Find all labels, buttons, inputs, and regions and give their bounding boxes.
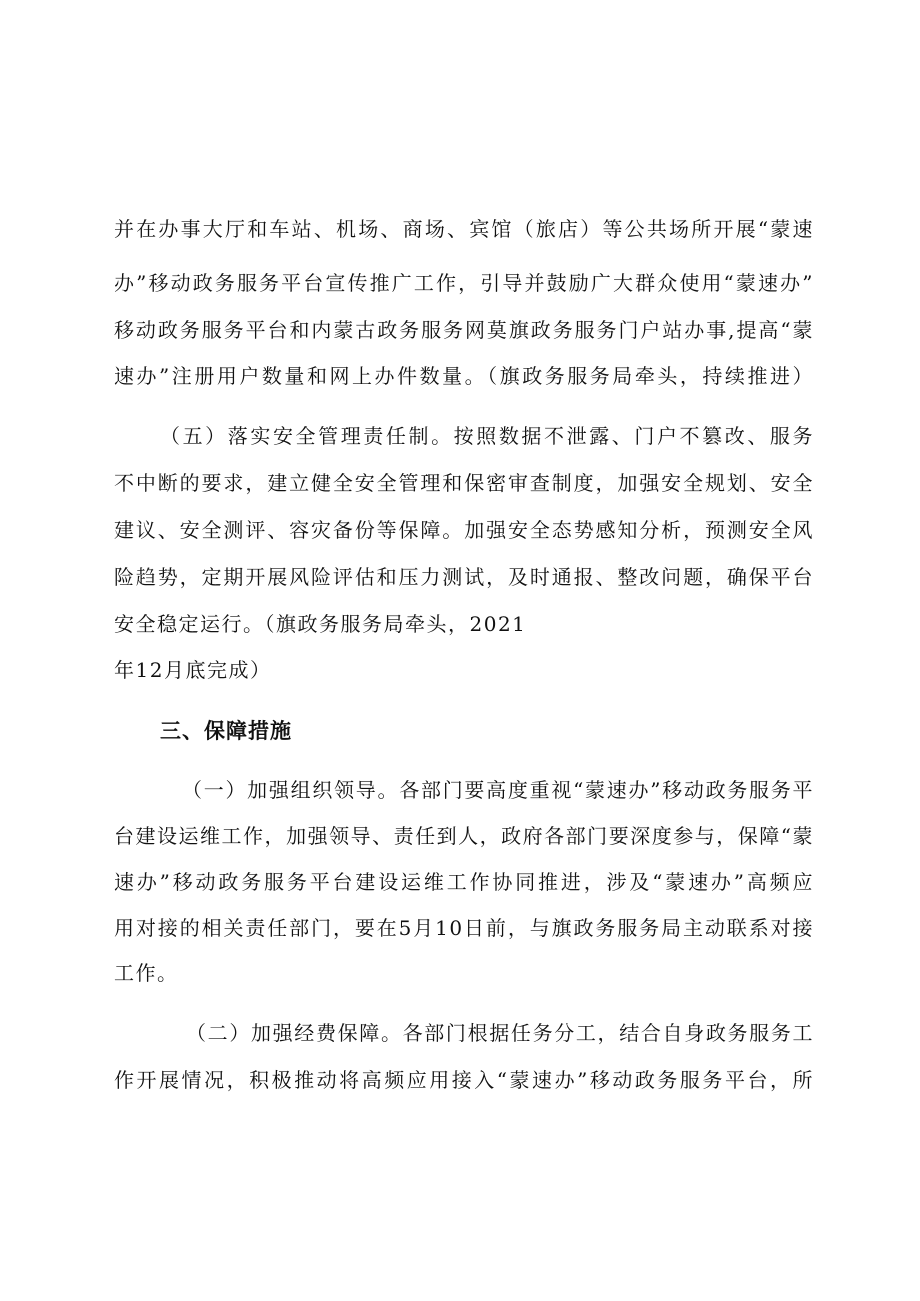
paragraph-line: 并在办事大厅和车站、机场、商场、宾馆（旅店）等公共场所开展“蒙速 — [114, 217, 814, 241]
paragraph-line: 用对接的相关责任部门，要在5月10日前，与旗政务服务局主动联系对接 — [114, 916, 814, 940]
paragraph-line: 工作。 — [114, 961, 179, 985]
paragraph-line: 建议、安全测评、容灾备份等保障。加强安全态势感知分析，预测安全风 — [114, 518, 814, 542]
paragraph-line: （五）落实安全管理责任制。按照数据不泄露、门户不篡改、服务 — [160, 424, 814, 448]
paragraph-line: 移动政务服务平台和内蒙古政务服务网莫旗政务服务门户站办事,提高“蒙 — [114, 318, 814, 342]
paragraph-line: 不中断的要求，建立健全安全管理和保密审查制度，加强安全规划、安全 — [114, 471, 814, 495]
paragraph-line: （一）加强组织领导。各部门要高度重视“蒙速办”移动政务服务平 — [182, 778, 814, 802]
paragraph-line: 台建设运维工作，加强领导、责任到人，政府各部门要深度参与，保障“蒙 — [114, 824, 814, 848]
paragraph-line: 安全稳定运行。（旗政务服务局牵头，2021 — [114, 612, 527, 636]
paragraph-line: 作开展情况，积极推动将高频应用接入“蒙速办”移动政务服务平台，所 — [114, 1068, 814, 1092]
paragraph-line: 速办”移动政务服务平台建设运维工作协同推进，涉及“蒙速办”高频应 — [114, 870, 814, 894]
paragraph-line: 险趋势，定期开展风险评估和压力测试，及时通报、整改问题，确保平台 — [114, 565, 814, 589]
section-heading: 三、保障措施 — [160, 719, 292, 743]
paragraph-line: 速办”注册用户数量和网上办件数量。（旗政务服务局牵头，持续推进） — [114, 364, 814, 388]
paragraph-line: （二）加强经费保障。各部门根据任务分工，结合自身政务服务工 — [186, 1021, 814, 1045]
paragraph-line: 办”移动政务服务平台宣传推广工作，引导并鼓励广大群众使用“蒙速办” — [114, 271, 814, 295]
paragraph-line: 年12月底完成） — [114, 658, 272, 682]
